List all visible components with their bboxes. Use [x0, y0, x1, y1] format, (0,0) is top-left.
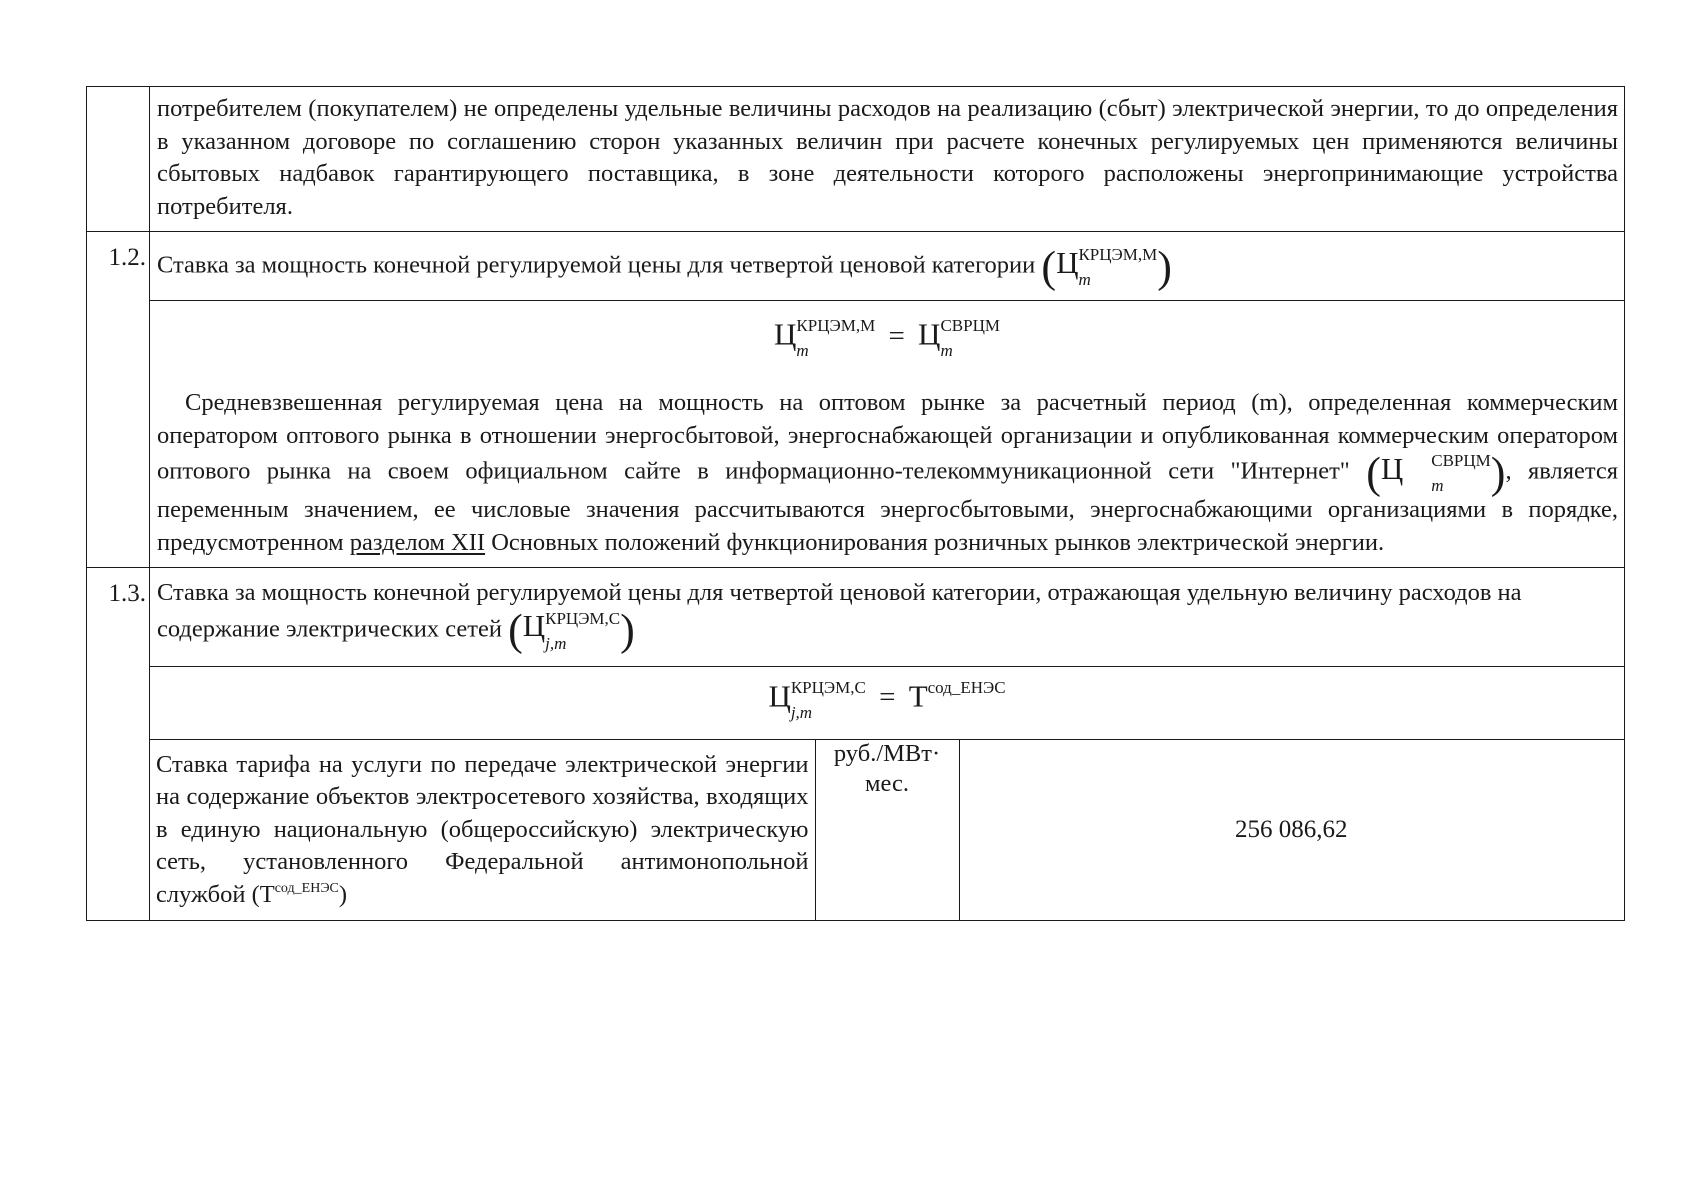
tariff-table	[86, 86, 1625, 921]
tariff-label-cell	[149, 739, 815, 922]
tariff-value: 256 086,62	[1235, 815, 1348, 843]
equation-1-2	[150, 301, 1624, 381]
unit-cell	[815, 739, 959, 922]
tariff-label	[149, 739, 815, 922]
row-number-1-2: 1.2.	[87, 232, 150, 568]
table-row-1-3-tariff	[87, 739, 1625, 921]
eq-left-sub: j,m	[790, 702, 813, 722]
eq-right-symbol: Т	[908, 678, 928, 714]
desc-formula	[1366, 448, 1506, 497]
desc-sub: m	[1431, 476, 1444, 495]
tariff-label-sup: сод_ЕНЭС	[274, 880, 339, 896]
row-1-2-body-cell	[150, 301, 1625, 568]
continued-text: потребителем (покупателем) не определены удельные величины расходов на реализацию (сбыт) электрической энергии, то до определения в указанном договоре по соглашению сторон указанных величин при расчете конечных регулируемых цен применяются величины сбытовых надбавок гарантирующего поставщика, в зоне деятельности которого расположены энергопринимающие устройства потребителя.	[157, 95, 1618, 220]
formula-sup: КРЦЭМ,С	[545, 608, 621, 628]
paren-open: (	[1366, 448, 1381, 497]
formula-scripts	[545, 610, 620, 652]
section-link[interactable]: разделом XII	[349, 528, 486, 556]
eq-right-symbol: Ц	[918, 316, 941, 352]
paren-close: )	[1490, 448, 1506, 497]
eq-left-symbol: Ц	[768, 678, 791, 714]
eq-right-scripts	[940, 317, 1000, 359]
table-row-1-2-body	[87, 301, 1625, 568]
row-1-2-title-cell	[150, 232, 1625, 301]
eq-right-sup: сод_ЕНЭС	[927, 678, 1006, 697]
paren-close: )	[1157, 242, 1172, 291]
table-row-1-3-formula	[87, 666, 1625, 739]
table-row-continued	[87, 87, 1625, 232]
eq-right-scripts	[928, 679, 1006, 720]
table-row-1-2-title	[87, 232, 1625, 301]
row-1-3-title-formula	[508, 605, 635, 655]
equation-1-3	[150, 667, 1624, 739]
table-row-1-3-title	[87, 568, 1625, 667]
value-cell	[959, 739, 1623, 922]
formula-sup: КРЦЭМ,М	[1078, 245, 1158, 264]
eq-sign: =	[879, 681, 896, 714]
formula-symbol: Ц	[522, 608, 546, 644]
eq-left-scripts	[791, 679, 866, 721]
desc-sup: СВРЦМ	[1431, 451, 1491, 470]
eq-left-sub: m	[796, 341, 809, 360]
eq-sign: =	[888, 319, 905, 352]
row-1-3-formula-cell	[150, 666, 1625, 739]
paren-close: )	[620, 605, 635, 655]
row-1-3-title: Ставка за мощность конечной регулируемой цены для четвертой ценовой категории, отражающая удельную величину расходов на содержание электрических сетей	[157, 579, 1522, 643]
formula-symbol: Ц	[1056, 244, 1079, 280]
desc-symbol: Ц	[1380, 450, 1404, 486]
unit-text: руб./МВт· мес.	[833, 739, 941, 797]
row-1-2-title-wrap	[150, 232, 1624, 300]
row-1-3-title-wrap	[150, 568, 1624, 666]
continued-cell	[150, 87, 1625, 232]
description-1-2	[150, 381, 1624, 567]
row-1-3-tariff-cell	[150, 739, 1625, 921]
tariff-row	[149, 739, 1623, 922]
desc-scripts	[1403, 452, 1491, 494]
desc-part1: Средневзвешенная регулируемая цена на мощность на оптовом рынке за расчетный период (m), определенная коммерческим оператором оптового рынка в отношении энергосбытовой, энергоснабжающей организации и опубликованная коммерческим оператором оптового рынка на своем официальном сайте в информационно-телекоммуникационной сети "Интернет"	[157, 389, 1618, 485]
eq-right-sup: СВРЦМ	[940, 316, 1000, 335]
desc-part2: , является переменным значением, ее числовые значения рассчитываются энергосбытовыми, энергоснабжающими организациями в порядке, предусмотренном	[157, 457, 1618, 556]
row-1-2-title-formula	[1041, 242, 1172, 291]
tariff-label-end: )	[338, 880, 348, 908]
eq-left-sup: КРЦЭМ,С	[790, 677, 866, 697]
document-page	[86, 86, 1624, 921]
desc-part3: Основных положений функционирования розничных рынков электрической энергии.	[491, 528, 1385, 556]
eq-left-symbol: Ц	[774, 316, 797, 352]
tariff-inner-table	[149, 739, 1623, 922]
row-1-3-title-cell	[150, 568, 1625, 667]
formula-sub: j,m	[545, 633, 567, 653]
tariff-label-text: Ставка тарифа на услуги по передаче электрической энергии на содержание объектов электросетевого хозяйства, входящих в единую национальную (общероссийскую) электрическую сеть, установленного Федеральной антимонопольной службой (Т	[156, 750, 809, 908]
formula-scripts	[1078, 246, 1157, 288]
row-number-empty	[87, 87, 150, 232]
paren-open: (	[1041, 242, 1057, 291]
eq-left-scripts	[796, 317, 875, 359]
row-1-2-title: Ставка за мощность конечной регулируемой цены для четвертой ценовой категории	[157, 251, 1036, 279]
eq-right-sub: m	[940, 341, 953, 360]
row-number-1-3: 1.3.	[87, 568, 150, 921]
formula-sub: m	[1078, 270, 1091, 289]
paren-open: (	[508, 605, 523, 655]
eq-left-sup: КРЦЭМ,М	[796, 316, 876, 335]
